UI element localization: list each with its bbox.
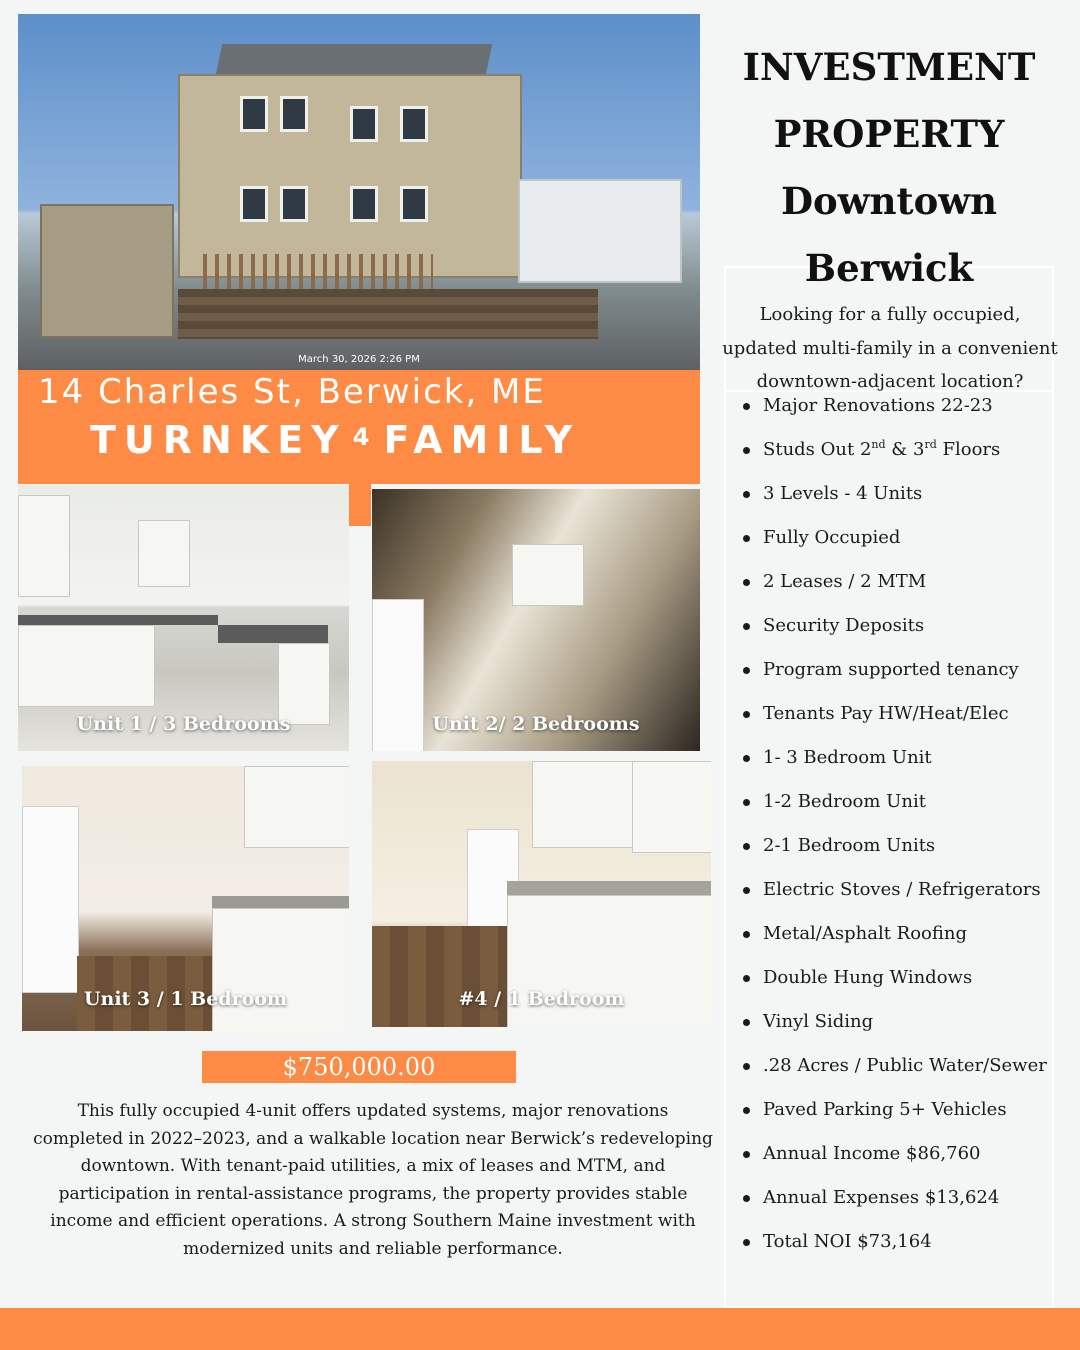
footer-bar (0, 1308, 1080, 1350)
feature-item: 2 Leases / 2 MTM (740, 560, 1060, 604)
cabinet-graphic (532, 761, 634, 848)
feature-item-studs (740, 428, 1060, 472)
fridge-graphic (22, 806, 79, 993)
feature-item: Security Deposits (740, 604, 1060, 648)
cabinet-graphic (18, 495, 70, 597)
window-graphic (350, 106, 378, 142)
window-graphic (400, 186, 428, 222)
counter-graphic (212, 896, 349, 908)
window-graphic (280, 96, 308, 132)
title-line-3: Downtown (780, 179, 998, 223)
cabinet-graphic (212, 908, 349, 1031)
feature-item: Annual Income $86,760 (740, 1132, 1060, 1176)
title-line-1: INVESTMENT (742, 45, 1036, 89)
cabinet-graphic (18, 625, 155, 707)
studs-sup-2: rd (924, 438, 937, 451)
unit-4-label: #4 / 1 Bedroom (458, 988, 625, 1010)
cabinet-graphic (244, 766, 349, 848)
feature-item: Paved Parking 5+ Vehicles (740, 1088, 1060, 1132)
window-graphic (350, 186, 378, 222)
feature-item: .28 Acres / Public Water/Sewer (740, 1044, 1060, 1088)
turnkey-tagline (90, 418, 580, 462)
tagline-part2: FAMILY (383, 418, 581, 462)
feature-item: Double Hung Windows (740, 956, 1060, 1000)
price-badge: $750,000.00 (202, 1051, 516, 1083)
studs-suffix: Floors (936, 439, 1001, 460)
property-address: 14 Charles St, Berwick, ME (38, 372, 546, 412)
window-graphic (280, 186, 308, 222)
feature-item: Metal/Asphalt Roofing (740, 912, 1060, 956)
house-graphic (178, 74, 522, 278)
property-description: This fully occupied 4-unit offers updated systems, major renovations completed in 2022–2023, and a walkable location near Berwick’s redeveloping downtown. With tenant-paid utilities, a mix of leases and MTM, and participation in rental-assistance programs, the property provides stable income and efficient operations. A strong Southern Maine investment with modernized units and reliable performance. (33, 1101, 713, 1259)
unit-2-label: Unit 2/ 2 Bedrooms (432, 713, 640, 735)
feature-item: Vinyl Siding (740, 1000, 1060, 1044)
banner-tab (349, 484, 371, 526)
feature-item: Total NOI $73,164 (740, 1220, 1060, 1264)
feature-item: 1- 3 Bedroom Unit (740, 736, 1060, 780)
title-line-4: Berwick (804, 246, 974, 290)
feature-item: 1-2 Bedroom Unit (740, 780, 1060, 824)
unit-3-photo (22, 766, 349, 1031)
cabinet-graphic (138, 520, 190, 587)
island-graphic (218, 625, 328, 643)
intro-text: Looking for a fully occupied, updated multi-family in a convenient downtown-adjacent location? (722, 304, 1058, 392)
floor-graphic (372, 926, 507, 1027)
title-line-2: PROPERTY (773, 112, 1005, 156)
photo-timestamp: March 30, 2026 2:26 PM (298, 354, 420, 365)
page-title (726, 34, 1052, 302)
tagline-part1: TURNKEY (90, 418, 347, 462)
studs-sup-1: nd (871, 438, 886, 451)
retaining-wall-graphic (178, 289, 598, 339)
garage-graphic (518, 179, 682, 283)
unit-2-photo (372, 489, 700, 751)
window-graphic (400, 106, 428, 142)
studs-prefix: Studs Out 2 (763, 439, 872, 460)
feature-item: 3 Levels - 4 Units (740, 472, 1060, 516)
feature-item: Electric Stoves / Refrigerators (740, 868, 1060, 912)
counter-graphic (18, 615, 218, 625)
counter-graphic (507, 881, 711, 895)
cabinet-graphic (632, 761, 711, 853)
window-graphic (240, 186, 268, 222)
exterior-photo (18, 14, 700, 370)
features-list (740, 384, 1060, 1264)
unit-1-photo (18, 485, 349, 751)
unit-1-label: Unit 1 / 3 Bedrooms (76, 713, 291, 735)
cabinet-graphic (512, 544, 584, 606)
tagline-number: 4 (352, 423, 370, 451)
studs-mid: & 3 (885, 439, 925, 460)
feature-item: Program supported tenancy (740, 648, 1060, 692)
unit-3-label: Unit 3 / 1 Bedroom (83, 988, 288, 1010)
feature-item: Tenants Pay HW/Heat/Elec (740, 692, 1060, 736)
feature-item: Annual Expenses $13,624 (740, 1176, 1060, 1220)
feature-item: 2-1 Bedroom Units (740, 824, 1060, 868)
shed-graphic (40, 204, 174, 338)
unit-4-photo (372, 761, 711, 1027)
feature-item: Fully Occupied (740, 516, 1060, 560)
fence-graphic (203, 254, 433, 294)
feature-item: Major Renovations 22-23 (740, 384, 1060, 428)
window-graphic (240, 96, 268, 132)
